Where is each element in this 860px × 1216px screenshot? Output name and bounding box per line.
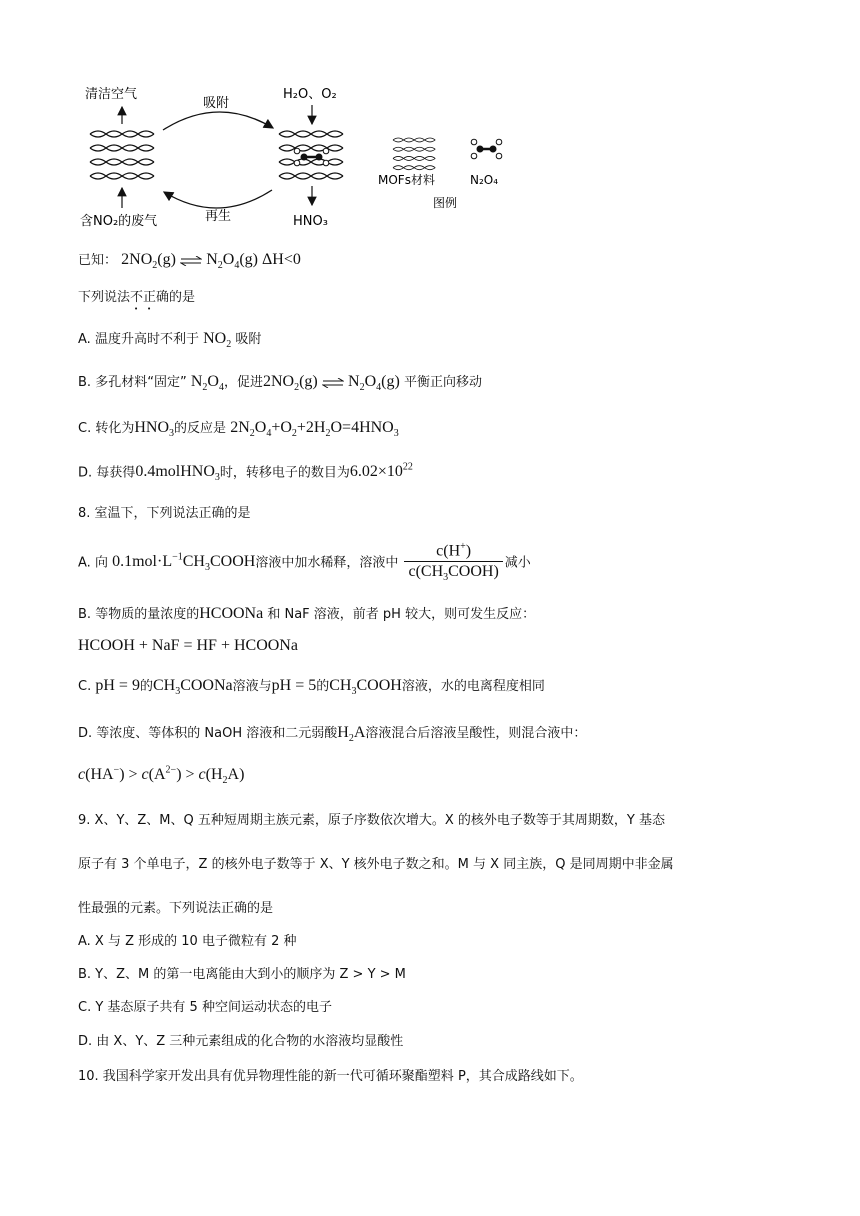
mof-adsorption-diagram (0, 0, 560, 240)
q9-option-d: D. 由 X、Y、Z 三种元素组成的化合物的水溶液均显酸性 (78, 1034, 404, 1049)
q8-option-d-inequality: $c(HA^-) > c(A^{2-}) > c(H_2A)$ (78, 765, 245, 787)
known-equation: 已知： $2NO_2(g)$ $N_2O_4(g)$ ΔH<0 (78, 251, 301, 272)
legend-mof-icon (393, 138, 435, 170)
adsorb-arrow (163, 112, 273, 130)
q8-option-a: A. 向 $0.1mol\cdot L^{-1}CH_3COOH$溶液中加水稀释，溶液中 $\frac{c(H^+)}{c(CH_3COOH)}$ 减小 (78, 541, 531, 584)
q9-stem-line1: 9. X、Y、Z、M、Q 五种短周期主族元素，原子序数依次增大。X 的核外电子数等于其周期数，Y 基态 (78, 813, 665, 828)
q9-option-a: A. X 与 Z 形成的 10 电子微粒有 2 种 (78, 934, 297, 949)
q7-stem: 下列说法不正确的是 (78, 290, 196, 305)
equilibrium-arrow-icon (322, 378, 344, 388)
mof-left (90, 131, 154, 179)
q9-stem-line3: 性最强的元素。下列说法正确的是 (78, 901, 274, 916)
adsorb-label: 吸附 (203, 96, 230, 111)
q7-option-c: C. 转化为$HNO_3$的反应是 $2N_2O_4+O_2+2H_2O=4HNO_3$ (78, 419, 399, 440)
q8-option-d: D. 等浓度、等体积的 NaOH 溶液和二元弱酸$H_2A$溶液混合后溶液呈酸性，则混合液中： (78, 724, 587, 745)
q9-option-b: B. Y、Z、M 的第一电离能由大到小的顺序为 Z > Y > M (78, 967, 406, 982)
q7-option-d: D. 每获得0.4molHNO$_3$时，转移电子的数目为$6.02\times 10^{22}$ (78, 462, 413, 484)
q8-option-b-equation: HCOOH + NaF = HF + HCOONa (78, 637, 298, 654)
legend-title: 图例 (433, 196, 458, 210)
n2o4-in-mof (294, 148, 329, 166)
legend-mof-label: MOFs材料 (378, 173, 435, 187)
legend-n2o4-icon (471, 139, 502, 159)
clean-air-label: 清洁空气 (85, 87, 138, 102)
h2o-o2-label: H₂O、O₂ (283, 87, 337, 102)
regen-label: 再生 (205, 209, 232, 224)
mof-right (279, 131, 343, 179)
waste-gas-label: 含NO₂的废气 (80, 214, 158, 229)
q10-stem: 10. 我国科学家开发出具有优异物理性能的新一代可循环聚酯塑料 P，其合成路线如下。 (78, 1069, 583, 1084)
legend-n2o4-label: N₂O₄ (470, 173, 499, 187)
q8-stem: 8. 室温下，下列说法正确的是 (78, 506, 251, 521)
q8-option-c: C. pH = 9的$CH_3COONa$溶液与pH = 5的$CH_3COOH$溶液，水的电离程度相同 (78, 677, 545, 698)
equilibrium-arrow-icon (180, 256, 202, 266)
regen-arrow (164, 190, 272, 208)
q9-stem-line2: 原子有 3 个单电子，Z 的核外电子数等于 X、Y 核外电子数之和。M 与 X 同主族，Q 是同周期中非金属 (78, 857, 674, 872)
q7-option-b: B. 多孔材料“固定” $N_2O_4$，促进$2NO_2(g)$ $N_2O_4(g)$ 平衡正向移动 (78, 373, 482, 394)
q9-option-c: C. Y 基态原子共有 5 种空间运动状态的电子 (78, 1000, 332, 1015)
q7-option-a: A. 温度升高时不利于 $NO_2$ 吸附 (78, 330, 262, 351)
hno3-label: HNO₃ (293, 214, 328, 229)
concentration-ratio: $\frac{c(H^+)}{c(CH_3COOH)}$ (404, 542, 502, 584)
q8-option-b: B. 等物质的量浓度的HCOONa 和 NaF 溶液，前者 pH 较大，则可发生反应： (78, 605, 536, 622)
